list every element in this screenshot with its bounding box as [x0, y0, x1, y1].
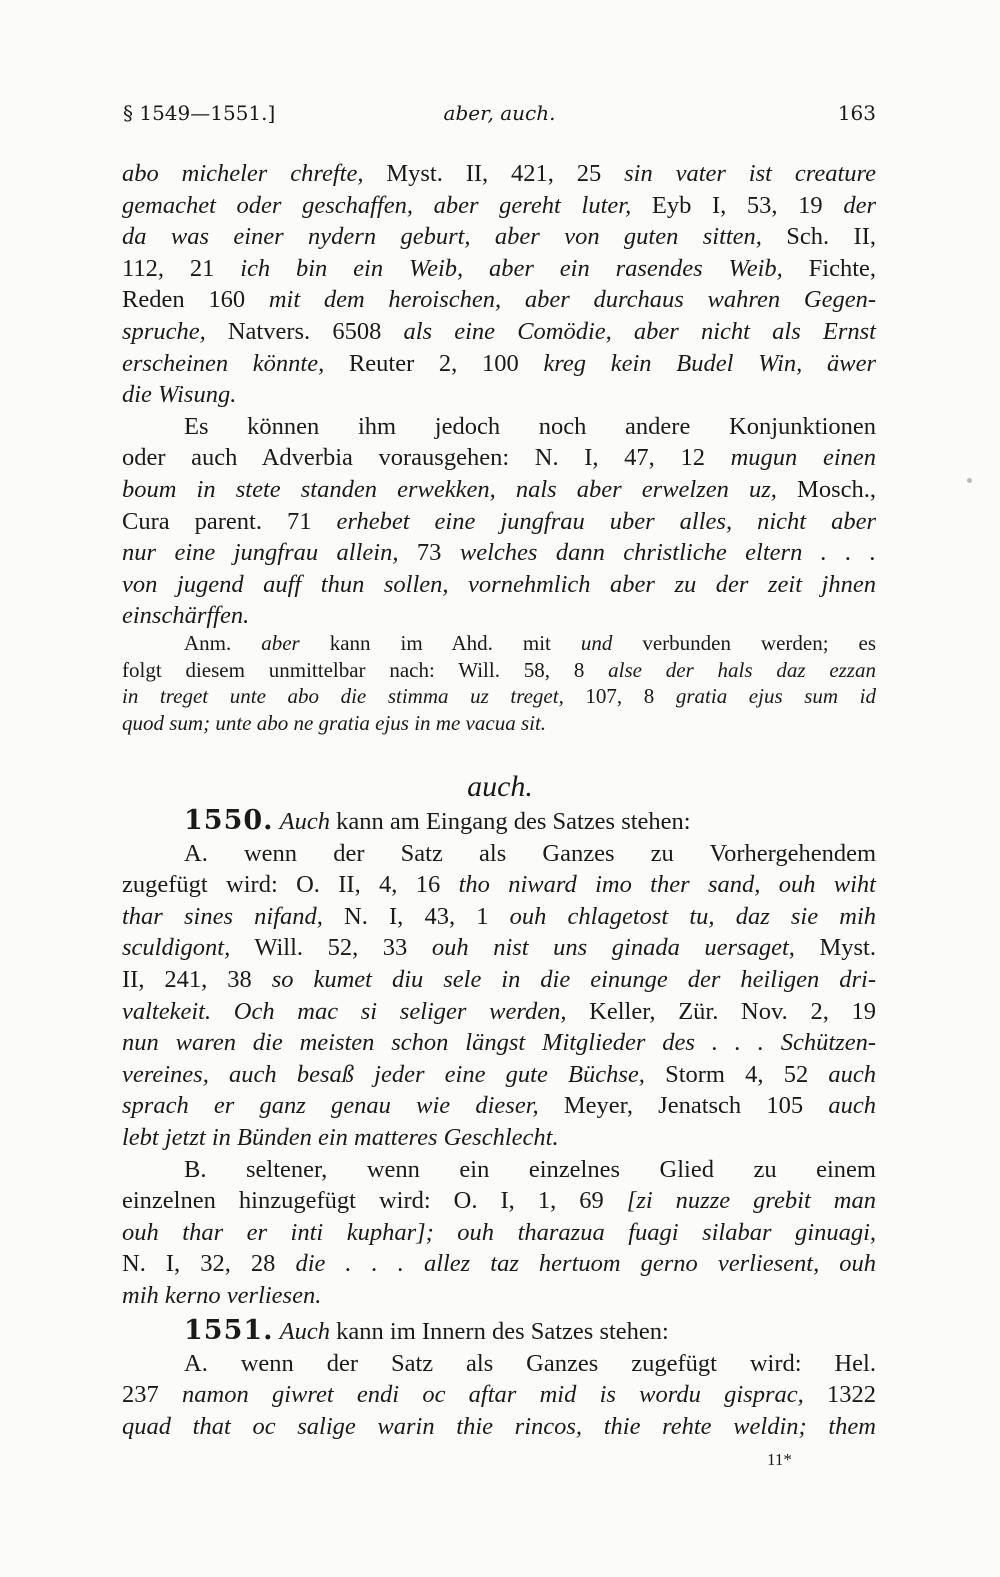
text-line	[122, 869, 876, 901]
cited-text: ich bin ein Weib, aber ein rasendes Weib,	[240, 254, 783, 282]
text-run: Natvers. 6508	[205, 317, 404, 345]
cited-text: [zi nuzze grebit man	[626, 1187, 876, 1215]
page-number: 163	[837, 101, 876, 125]
cited-text: sculdigont,	[122, 934, 231, 962]
text-run: 1322	[803, 1381, 876, 1409]
cited-text: aber	[261, 631, 300, 655]
section-heading: auch.	[467, 770, 533, 803]
text-line	[122, 630, 876, 657]
cited-text: da was einer nydern geburt, aber von guten sitten,	[122, 223, 762, 251]
text-run: 112, 21	[122, 254, 241, 282]
cited-text: Auch	[279, 808, 331, 835]
text-run: Reuter 2, 100	[324, 349, 544, 377]
cited-text: Auch	[279, 1318, 331, 1345]
text-run: Myst.	[794, 934, 876, 962]
cited-text: welches dann christliche eltern . . .	[459, 539, 877, 567]
section-1550	[122, 805, 876, 1312]
cited-text: ouh thar er inti kuphar]; ouh tharazua fuagi silabar ginuagi,	[122, 1218, 876, 1246]
cited-text: ouh nist uns ginada uersaget,	[431, 934, 795, 962]
text-line	[122, 1248, 876, 1280]
cited-text: einschärffen.	[122, 602, 250, 630]
text-line	[122, 537, 876, 569]
text-run: 237	[122, 1381, 182, 1409]
text-line	[122, 1027, 876, 1059]
text-line	[122, 316, 876, 348]
text-line	[122, 253, 876, 285]
text-run: Sch. II,	[761, 223, 876, 251]
text-run: folgt diesem unmittelbar nach: Will. 58, 8	[122, 657, 609, 682]
cited-text: sin vater ist creature	[624, 160, 876, 187]
text-line	[122, 1379, 876, 1411]
text-run: 73	[398, 539, 460, 567]
section-range: § 1549—1551.]	[123, 101, 276, 125]
text-line	[122, 190, 876, 222]
text-run: kann am Eingang des Satzes stehen:	[330, 808, 691, 835]
cited-text: mit dem heroischen, aber durchaus wahren Gegen-	[268, 286, 876, 314]
text-run: B. seltener, wenn ein einzelnes Glied zu einem	[184, 1155, 876, 1183]
text-line	[122, 442, 876, 474]
cited-text: auch	[828, 1060, 876, 1088]
text-line	[122, 1090, 876, 1122]
running-head	[123, 98, 876, 128]
cited-text: quad that oc salige warin thie rincos, thie rehte weldin; them	[122, 1412, 876, 1440]
text-line	[122, 1154, 876, 1186]
cited-text: die . . . allez taz hertuom gerno verliesent, ouh	[295, 1250, 876, 1278]
cited-text: erhebet eine jungfrau uber alles, nicht aber	[336, 507, 876, 535]
text-run: Keller, Zür. Nov. 2, 19	[566, 997, 876, 1025]
text-run: kann im Innern des Satzes stehen:	[330, 1318, 669, 1345]
text-run: N. I, 32, 28	[122, 1250, 296, 1278]
text-line	[122, 1315, 876, 1348]
text-line	[122, 506, 876, 538]
annotation-note	[122, 630, 876, 736]
text-run: zugefügt wird: O. II, 4, 16	[122, 871, 459, 899]
cited-text: ouh chlagetost tu, daz sie mih	[509, 902, 877, 930]
text-run: oder auch Adverbia vorausgehen: N. I, 47, 12	[122, 444, 731, 472]
text-run: Eyb I, 53, 19	[631, 191, 844, 219]
cited-text: kreg kein Budel Win, äwer	[543, 349, 876, 377]
cited-text: nur eine jungfrau allein,	[122, 539, 399, 567]
cited-text: und	[580, 631, 613, 655]
text-line	[122, 805, 876, 838]
text-run: Mosch.,	[776, 475, 876, 503]
text-line	[122, 710, 876, 737]
text-line	[122, 964, 876, 996]
text-run: Anm.	[184, 631, 262, 655]
text-run: Cura parent. 71	[122, 507, 337, 535]
text-run: Es können ihm jedoch noch andere Konjunktionen	[184, 412, 876, 440]
cited-text: die Wisung.	[122, 381, 237, 409]
text-run: Meyer, Jenatsch 105	[538, 1092, 829, 1120]
text-line	[122, 1348, 876, 1380]
text-run: A. wenn der Satz als Ganzes zu Vorhergehendem	[184, 839, 876, 867]
cited-text: nun waren die meisten schon längst Mitglieder des . . . Schützen-	[122, 1029, 876, 1057]
running-title: aber, auch.	[443, 101, 556, 125]
cited-text: thar sines nifand,	[122, 902, 323, 930]
cited-text: lebt jetzt in Bünden ein matteres Geschlecht.	[122, 1123, 559, 1151]
section-number: 1550.	[184, 805, 274, 836]
cited-text: sprach er ganz genau wie dieser,	[122, 1092, 539, 1120]
text-line	[122, 221, 876, 253]
cited-text: mih kerno verliesen.	[122, 1281, 322, 1309]
text-run: Storm 4, 52	[644, 1060, 829, 1088]
text-run: verbunden werden; es	[612, 631, 877, 655]
text-line	[122, 1280, 876, 1312]
main-paragraph	[122, 158, 876, 632]
cited-text: auch	[828, 1092, 876, 1120]
text-run: Fichte,	[782, 254, 877, 282]
cited-text: tho niward imo ther sand, ouh wiht	[458, 871, 876, 899]
text-line	[122, 600, 876, 632]
cited-text: alse der hals daz ezzan	[608, 657, 876, 682]
text-line	[122, 158, 876, 190]
section-number: 1551.	[184, 1315, 274, 1346]
text-line	[122, 284, 876, 316]
text-run: 107, 8	[563, 684, 676, 708]
text-line	[122, 411, 876, 443]
text-line	[122, 683, 876, 710]
cited-text: quod sum; unte abo ne gratia ejus in me vacua sit.	[122, 710, 547, 735]
cited-text: der	[843, 191, 876, 219]
text-run: II, 241, 38	[122, 965, 272, 993]
text-line	[122, 569, 876, 601]
text-line	[122, 838, 876, 870]
text-line	[122, 348, 876, 380]
section-1551	[122, 1315, 876, 1442]
text-line	[122, 657, 876, 684]
cited-text: namon giwret endi oc aftar mid is wordu gisprac,	[182, 1381, 804, 1409]
text-line	[122, 1217, 876, 1249]
signature-mark: 11*	[767, 1450, 792, 1469]
paper-speck	[967, 478, 972, 483]
cited-text: spruche,	[122, 317, 206, 345]
cited-text: gemachet oder geschaffen, aber gereht luter,	[122, 191, 632, 219]
cited-text: boum in stete standen erwekken, nals aber erwelzen uz,	[122, 475, 777, 503]
text-run: Myst. II, 421, 25	[363, 160, 625, 187]
cited-text: gratia ejus sum id	[675, 684, 877, 708]
text-run: einzelnen hinzugefügt wird: O. I, 1, 69	[122, 1187, 627, 1215]
cited-text: von jugend auff thun sollen, vornehmlich aber zu der zeit jhnen	[122, 570, 876, 598]
text-line	[122, 932, 876, 964]
text-line	[122, 1122, 876, 1154]
cited-text: in treget unte abo die stimma uz treget,	[122, 684, 564, 708]
text-run: kann im Ahd. mit	[299, 631, 581, 655]
text-line	[122, 1059, 876, 1091]
text-line	[122, 996, 876, 1028]
text-line	[122, 1185, 876, 1217]
text-line	[122, 474, 876, 506]
cited-text: valtekeit. Och mac si seliger werden,	[122, 997, 567, 1025]
text-run: A. wenn der Satz als Ganzes zugefügt wird: Hel.	[184, 1349, 876, 1377]
cited-text: erscheinen könnte,	[122, 349, 325, 377]
cited-text: abo micheler chrefte,	[122, 160, 364, 187]
text-run: N. I, 43, 1	[322, 902, 510, 930]
cited-text: als eine Comödie, aber nicht als Ernst	[403, 317, 876, 345]
text-run: Will. 52, 33	[230, 934, 432, 962]
cited-text: mugun einen	[730, 444, 877, 472]
cited-text: vereines, auch besaß jeder eine gute Büchse,	[122, 1060, 645, 1088]
cited-text: so kumet diu sele in die einunge der heiligen dri-	[271, 965, 876, 993]
text-line	[122, 901, 876, 933]
text-line	[122, 1411, 876, 1443]
text-run: Reden 160	[122, 286, 269, 314]
text-line	[122, 379, 876, 411]
